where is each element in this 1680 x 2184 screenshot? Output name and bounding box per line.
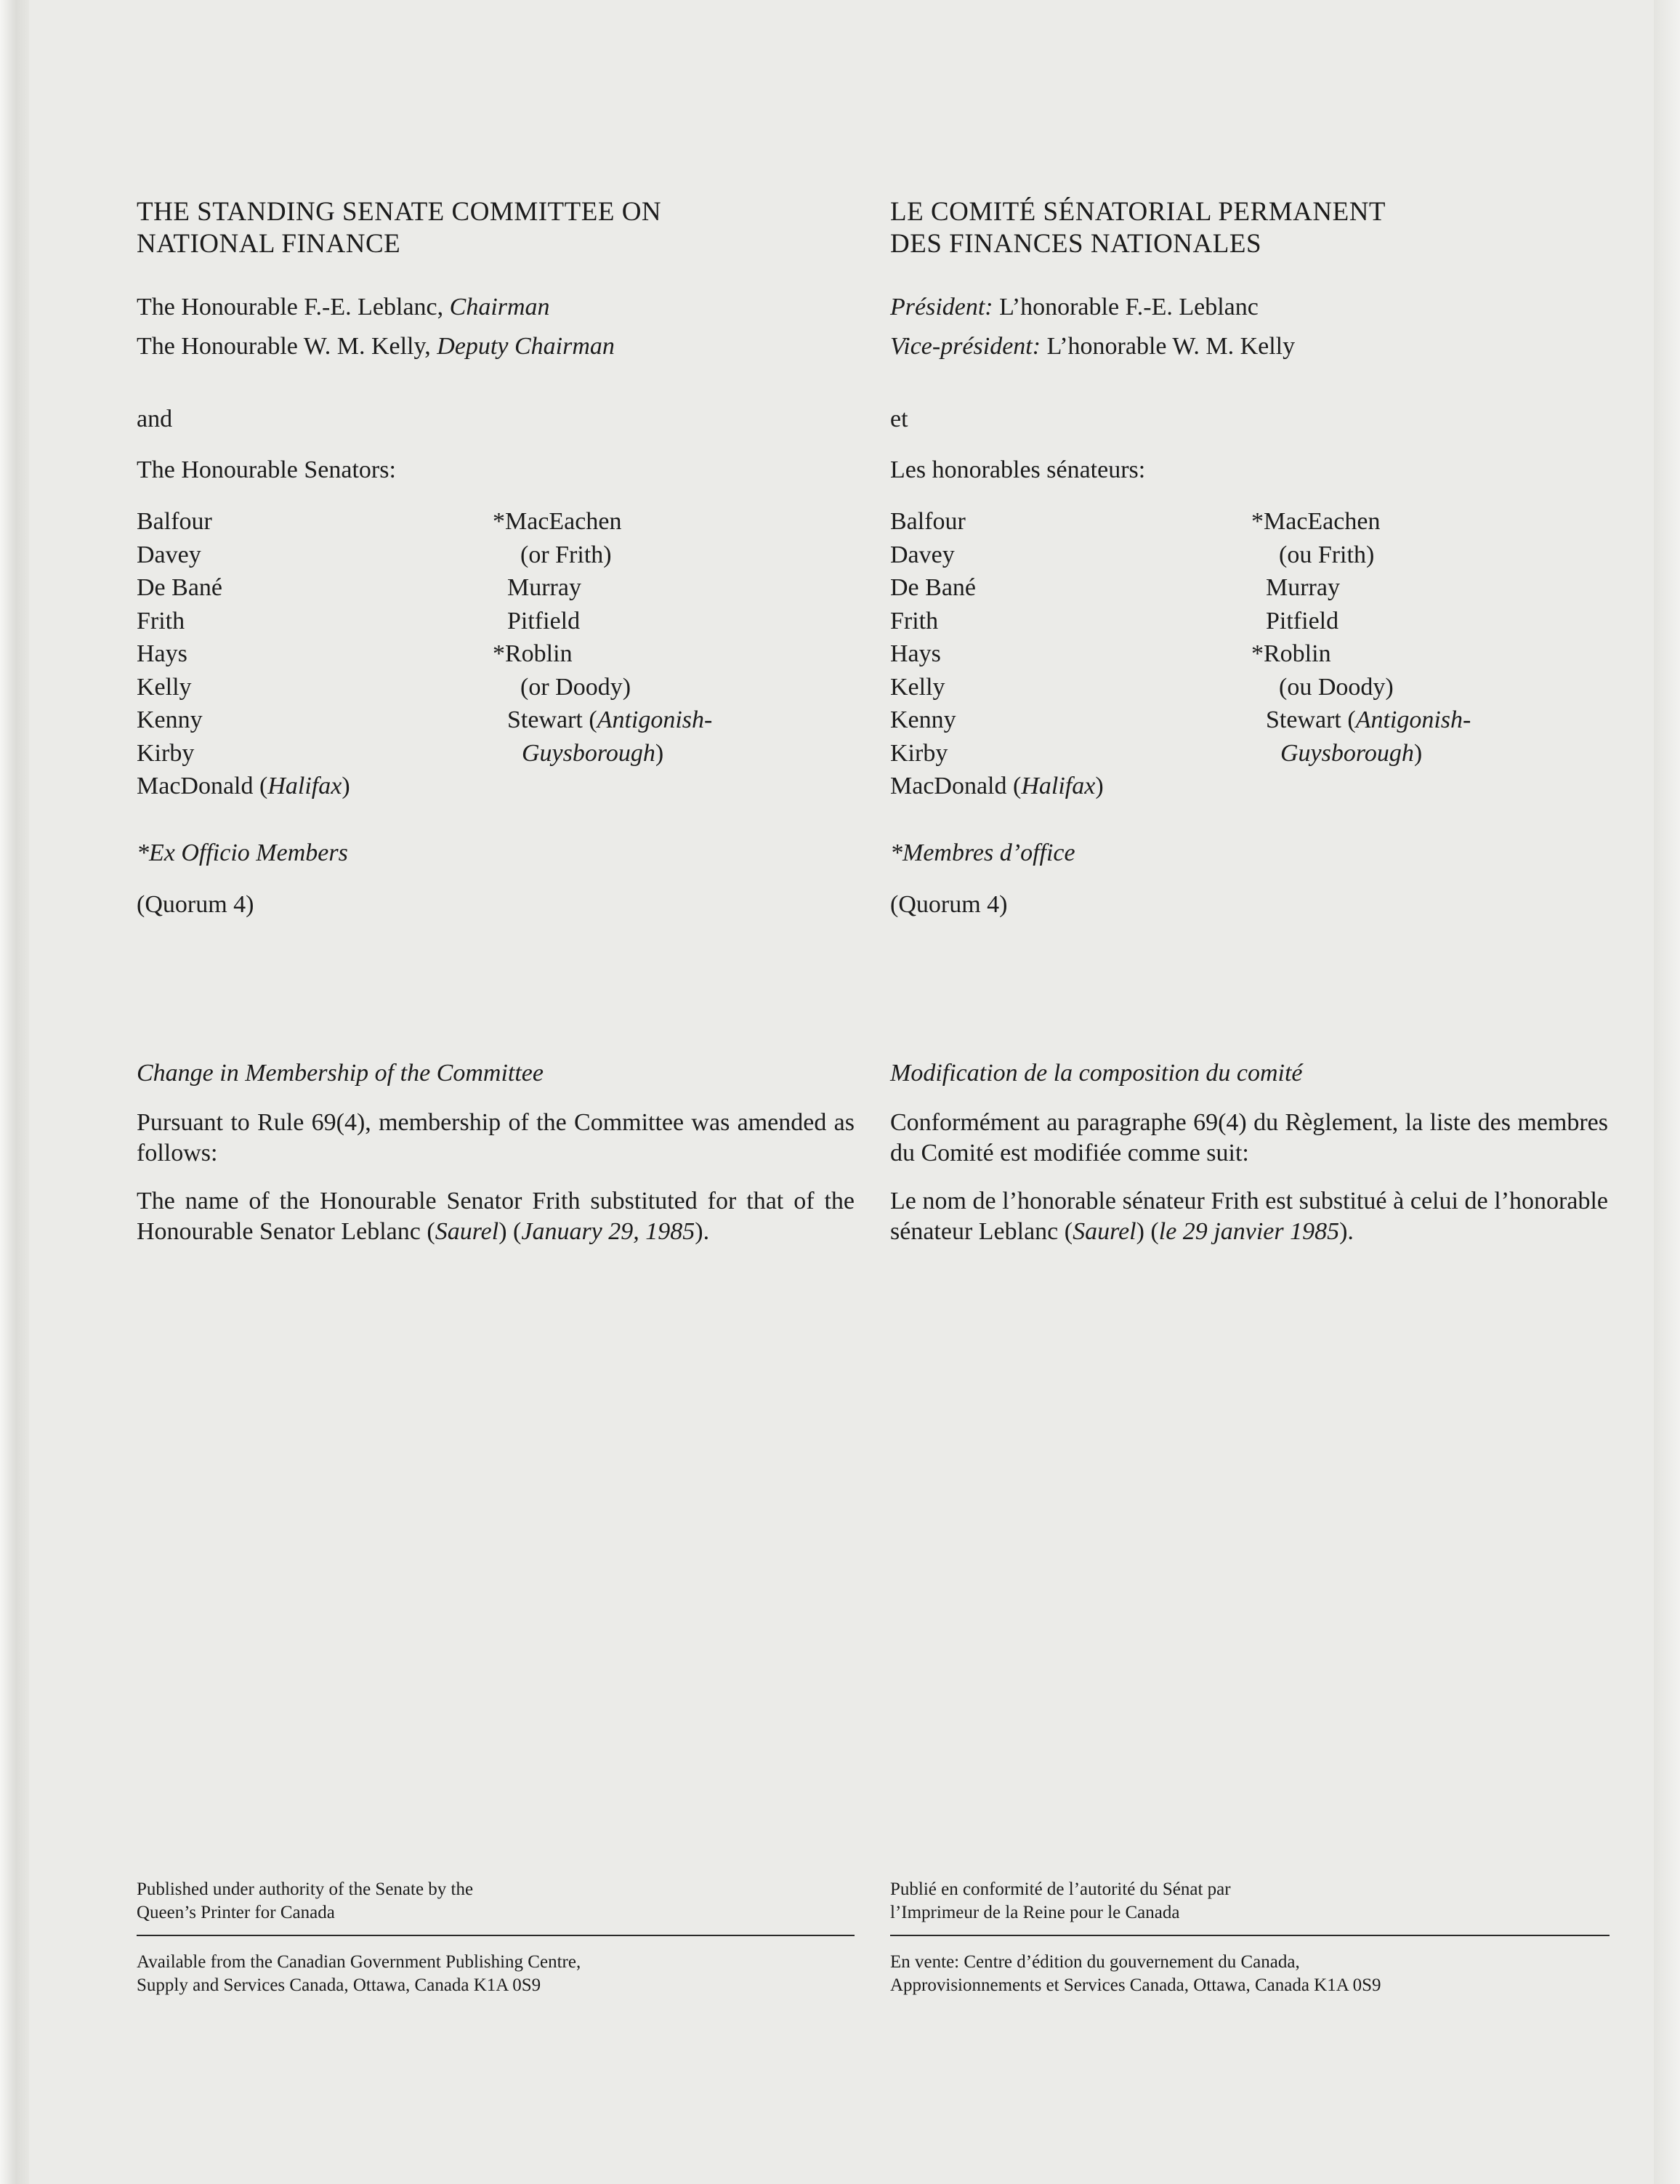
heading-line: THE STANDING SENATE COMMITTEE ON (137, 197, 662, 227)
ex-officio-note: *Membres d’office (890, 839, 1075, 866)
availability-notice (137, 1951, 581, 1997)
member-riding: Halifax (267, 773, 342, 799)
deputy-chairman-line (890, 332, 1295, 361)
page-edge-left (0, 0, 29, 2184)
member-name: *Roblin (1251, 640, 1331, 667)
member-name: Kelly (137, 673, 192, 701)
change-paragraph-1: Conformément au paragraphe 69(4) du Règlement, la liste des membres du Comité est modifiée comme suit: (890, 1109, 1608, 1166)
member-name: *MacEachen (1251, 508, 1381, 535)
change-paragraph-1: Pursuant to Rule 69(4), membership of the Committee was amended as follows: (137, 1109, 855, 1166)
deputy-chairman-name: L’honorable W. M. Kelly (1041, 333, 1296, 360)
chairman-role: Chairman (449, 294, 550, 321)
member-alternate: (ou Frith) (1279, 541, 1375, 568)
published-line: l’Imprimeur de la Reine pour le Canada (890, 1903, 1180, 1922)
deputy-chairman-line (137, 332, 615, 361)
paragraph-date: le 29 janvier 1985 (1158, 1218, 1340, 1245)
member-riding-continued (493, 737, 712, 770)
senators-label: The Honourable Senators: (137, 456, 396, 483)
paragraph-text: ). (1339, 1218, 1354, 1245)
member-name-part: Stewart ( (1266, 706, 1356, 733)
paragraph-text: ) ( (498, 1218, 522, 1245)
chairman-line (890, 293, 1259, 322)
divider-rule (137, 1935, 855, 1936)
member-name: Frith (137, 607, 185, 634)
heading-line: DES FINANCES NATIONALES (890, 229, 1262, 259)
members-list (137, 505, 791, 810)
member-name-close: ) (1413, 739, 1423, 767)
paragraph-italic: Saurel (435, 1218, 499, 1245)
published-line: Publié en conformité de l’autorité du Sénat par (890, 1879, 1231, 1899)
member-name: De Bané (890, 574, 977, 601)
member-riding: Antigonish- (1355, 706, 1471, 733)
member-name: Davey (890, 541, 955, 568)
paragraph-italic: Saurel (1073, 1218, 1136, 1245)
member-name: Hays (890, 640, 941, 667)
member-name: Frith (890, 607, 939, 634)
member-name: Balfour (137, 508, 212, 535)
members-list (890, 505, 1544, 810)
deputy-chairman-role: Vice-président: (890, 333, 1041, 360)
committee-heading (137, 196, 661, 260)
chairman-name: The Honourable F.-E. Leblanc, (137, 294, 450, 321)
availability-line: En vente: Centre d’édition du gouvernement du Canada, (890, 1952, 1300, 1972)
change-paragraph-2 (890, 1186, 1608, 1247)
heading-line: LE COMITÉ SÉNATORIAL PERMANENT (890, 197, 1386, 227)
chairman-name: L’honorable F.-E. Leblanc (993, 294, 1259, 321)
availability-line: Approvisionnements et Services Canada, Ottawa, Canada K1A 0S9 (890, 1975, 1381, 1995)
deputy-chairman-name: The Honourable W. M. Kelly, (137, 333, 437, 360)
chairman-role: Président: (890, 294, 993, 321)
quorum-note: (Quorum 4) (137, 891, 254, 918)
quorum-note: (Quorum 4) (890, 891, 1008, 918)
member-name: Kelly (890, 673, 945, 701)
member-name: Davey (137, 541, 201, 568)
member-name-part: MacDonald ( (890, 773, 1022, 799)
change-membership-title: Modification de la composition du comité (890, 1060, 1303, 1087)
member-name-close: ) (655, 739, 664, 767)
conjunction: and (137, 406, 173, 432)
paragraph-text: The name of the Honourable Senator Frith substituted for that of the Honourable Senator Leblanc ( (137, 1188, 855, 1245)
member-name-macdonald (890, 770, 1203, 803)
member-name: Murray (507, 574, 581, 601)
member-name-macdonald (137, 770, 449, 803)
availability-line: Available from the Canadian Government Publishing Centre, (137, 1952, 581, 1972)
availability-notice (890, 1951, 1381, 1997)
member-name: Kenny (137, 706, 203, 733)
member-name: De Bané (137, 574, 223, 601)
published-line: Queen’s Printer for Canada (137, 1903, 335, 1922)
committee-heading (890, 196, 1386, 260)
member-alternate: (ou Doody) (1279, 673, 1394, 701)
change-paragraph-2 (137, 1186, 855, 1247)
member-name: Balfour (890, 508, 966, 535)
members-left-column (137, 505, 449, 803)
change-membership-title: Change in Membership of the Committee (137, 1060, 544, 1087)
deputy-chairman-role: Deputy Chairman (437, 333, 615, 360)
published-notice (890, 1878, 1231, 1925)
member-name: Pitfield (507, 607, 581, 634)
french-column (890, 0, 1610, 2184)
english-column (137, 0, 855, 2184)
member-name-stewart (493, 704, 712, 737)
member-name-stewart (1251, 704, 1471, 737)
member-name-part: Stewart ( (507, 706, 597, 733)
member-riding: Halifax (1021, 773, 1096, 799)
page-edge-right (1654, 0, 1680, 2184)
ex-officio-note: *Ex Officio Members (137, 839, 348, 866)
paragraph-date: January 29, 1985 (521, 1218, 695, 1245)
member-name: Hays (137, 640, 187, 667)
member-name: Pitfield (1266, 607, 1339, 634)
paragraph-text: ) ( (1136, 1218, 1159, 1245)
member-name: Kirby (890, 739, 948, 767)
member-alternate: (or Frith) (520, 541, 612, 568)
member-name: Murray (1266, 574, 1340, 601)
conjunction: et (890, 406, 908, 432)
member-name-close: ) (342, 773, 350, 799)
member-riding: Antigonish- (597, 706, 713, 733)
divider-rule (890, 1935, 1610, 1936)
member-name: Kenny (890, 706, 956, 733)
member-riding-continued (1251, 737, 1471, 770)
chairman-line (137, 293, 550, 322)
members-right-column (1251, 505, 1471, 770)
member-name: *Roblin (493, 640, 573, 667)
member-riding: Guysborough (1280, 739, 1414, 767)
member-alternate: (or Doody) (520, 673, 631, 701)
senators-label: Les honorables sénateurs: (890, 456, 1146, 483)
paragraph-text: ). (695, 1218, 710, 1245)
heading-line: NATIONAL FINANCE (137, 229, 401, 259)
member-name: *MacEachen (493, 508, 622, 535)
member-name-part: MacDonald ( (137, 773, 268, 799)
published-notice (137, 1878, 473, 1925)
published-line: Published under authority of the Senate by the (137, 1879, 474, 1899)
members-right-column (493, 505, 712, 770)
member-name: Kirby (137, 739, 195, 767)
member-name-close: ) (1095, 773, 1104, 799)
member-riding: Guysborough (522, 739, 655, 767)
paragraph-text: Le nom de l’honorable sénateur Frith est substitué à celui de l’honorable sénateur Leblanc ( (890, 1188, 1608, 1245)
members-left-column (890, 505, 1203, 803)
availability-line: Supply and Services Canada, Ottawa, Canada K1A 0S9 (137, 1975, 541, 1995)
